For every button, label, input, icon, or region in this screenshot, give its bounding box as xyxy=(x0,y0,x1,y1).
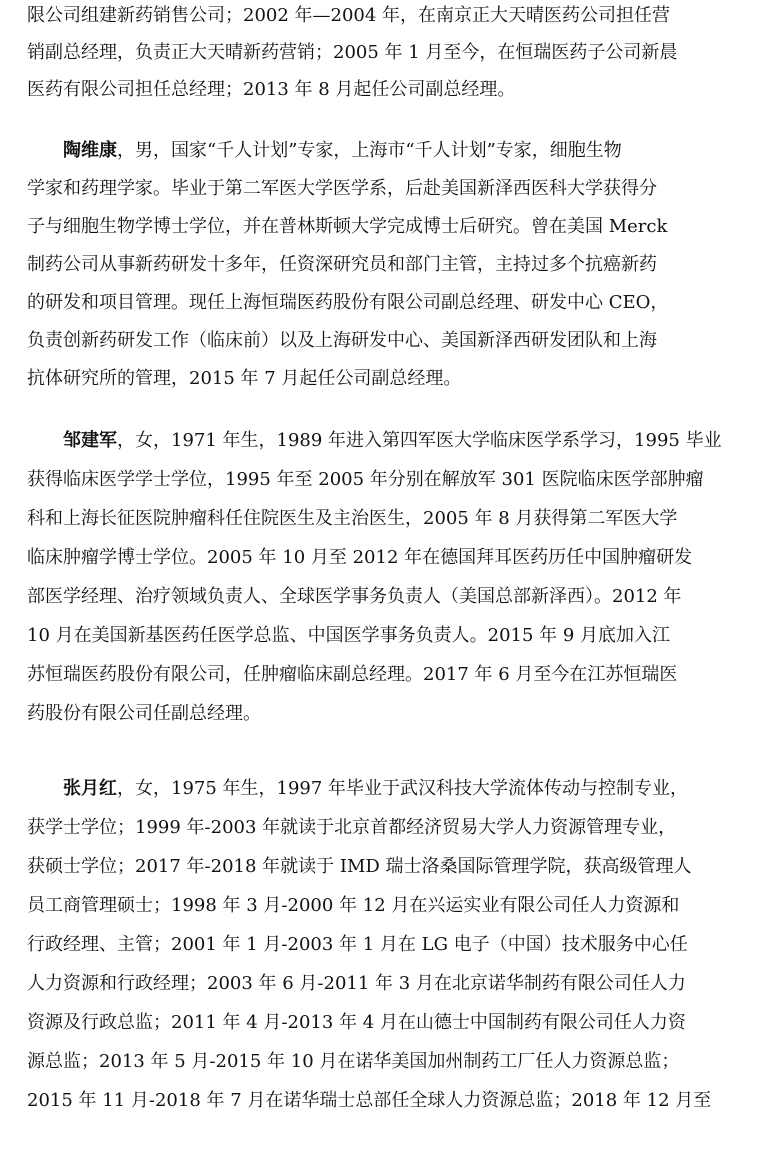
text-line: 的研发和项目管理。现任上海恒瑞医药股份有限公司副总经理、研发中心 CEO， xyxy=(27,292,669,313)
text-run: ，男，国家“千人计划”专家，上海市“千人计划”专家，细胞生物 xyxy=(117,140,622,161)
text-line: 子与细胞生物学博士学位，并在普林斯顿大学完成博士后研究。曾在美国 Merck xyxy=(27,216,668,237)
text-line: 资源及行政总监；2011 年 4 月-2013 年 4 月在山德士中国制药有限公司任人力资 xyxy=(27,1012,686,1033)
paragraph-first-line xyxy=(63,426,722,456)
text-line: 获硕士学位；2017 年-2018 年就读于 IMD 瑞士洛桑国际管理学院，获高级管理人 xyxy=(27,856,692,877)
text-line: 销副总经理，负责正大天晴新药营销；2005 年 1 月至今，在恒瑞医药子公司新晨 xyxy=(27,42,678,63)
text-run: ，女，1971 年生，1989 年进入第四军医大学临床医学系学习，1995 毕业 xyxy=(117,430,722,451)
text-line: 学家和药理学家。毕业于第二军医大学医学系，后赴美国新泽西医科大学获得分 xyxy=(27,178,657,199)
text-line: 行政经理、主管；2001 年 1 月-2003 年 1 月在 LG 电子（中国）技术服务中心任 xyxy=(27,934,688,955)
text-line: 2015 年 11 月-2018 年 7 月在诺华瑞士总部任全球人力资源总监；2018 年 12 月至 xyxy=(27,1090,712,1111)
text-run: ，女，1975 年生，1997 年毕业于武汉科技大学流体传动与控制专业， xyxy=(117,778,689,799)
document-page xyxy=(27,0,731,1166)
text-line: 10 月在美国新基医药任医学总监、中国医学事务负责人。2015 年 9 月底加入江 xyxy=(27,625,671,646)
text-line: 人力资源和行政经理；2003 年 6 月-2011 年 3 月在北京诺华制药有限公司任人力 xyxy=(27,973,686,994)
person-name: 张月红 xyxy=(63,778,117,799)
text-line: 获得临床医学学士学位，1995 年至 2005 年分别在解放军 301 医院临床医学部肿瘤 xyxy=(27,469,704,490)
text-line: 获学士学位；1999 年-2003 年就读于北京首都经济贸易大学人力资源管理专业， xyxy=(27,817,677,838)
text-line: 临床肿瘤学博士学位。2005 年 10 月至 2012 年在德国拜耳医药历任中国肿瘤研发 xyxy=(27,547,693,568)
paragraph-first-line xyxy=(63,774,688,804)
text-line: 苏恒瑞医药股份有限公司，任肿瘤临床副总经理。2017 年 6 月至今在江苏恒瑞医 xyxy=(27,664,678,685)
text-line: 源总监；2013 年 5 月-2015 年 10 月在诺华美国加州制药工厂任人力资源总监； xyxy=(27,1051,680,1072)
text-line: 制药公司从事新药研发十多年，任资深研究员和部门主管，主持过多个抗癌新药 xyxy=(27,254,657,275)
text-line: 部医学经理、治疗领域负责人、全球医学事务负责人（美国总部新泽西）。2012 年 xyxy=(27,586,682,607)
text-line: 科和上海长征医院肿瘤科任住院医生及主治医生，2005 年 8 月获得第二军医大学 xyxy=(27,508,678,529)
text-line: 限公司组建新药销售公司；2002 年—2004 年，在南京正大天晴医药公司担任营 xyxy=(27,5,671,26)
paragraph-first-line xyxy=(63,136,622,166)
text-line: 负责创新药研发工作（临床前）以及上海研发中心、美国新泽西研发团队和上海 xyxy=(27,330,657,351)
person-name: 邹建军 xyxy=(63,430,117,451)
person-name: 陶维康 xyxy=(63,140,117,161)
text-line: 医药有限公司担任总经理；2013 年 8 月起任公司副总经理。 xyxy=(27,79,516,100)
text-line: 抗体研究所的管理，2015 年 7 月起任公司副总经理。 xyxy=(27,368,462,389)
text-line: 员工商管理硕士；1998 年 3 月-2000 年 12 月在兴运实业有限公司任人力资源和 xyxy=(27,895,680,916)
text-line: 药股份有限公司任副总经理。 xyxy=(27,703,261,724)
